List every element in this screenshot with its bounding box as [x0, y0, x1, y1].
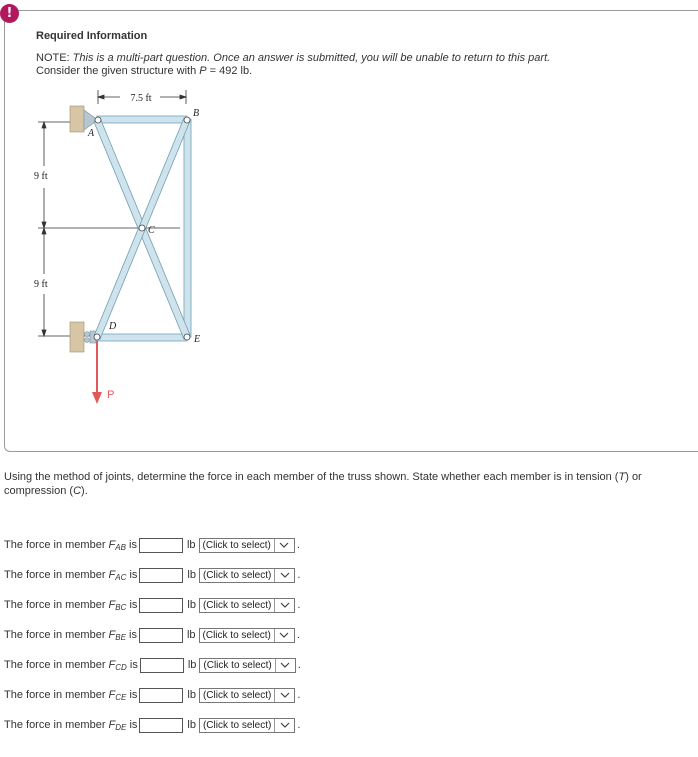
alert-icon: !: [0, 4, 19, 23]
select-value: (Click to select): [202, 689, 272, 701]
joint-e: [184, 334, 190, 340]
dim-upper-label: 9 ft: [34, 171, 48, 182]
member-subscript: CE: [115, 692, 127, 702]
force-input-be[interactable]: [139, 628, 183, 643]
tension-compression-select-be[interactable]: [199, 628, 295, 643]
consider-text: [36, 65, 252, 77]
question-mid: ) or compression (: [4, 471, 642, 497]
question-end: ).: [81, 485, 88, 497]
select-value: (Click to select): [202, 539, 271, 551]
answer-prefix: The force in member: [4, 598, 109, 611]
chevron-down-icon[interactable]: [274, 569, 294, 582]
member-subscript: DE: [115, 722, 127, 732]
force-symbol: F: [108, 718, 116, 731]
answer-label: [4, 659, 138, 672]
answer-prefix: The force in member: [4, 658, 109, 671]
answer-label: [4, 689, 137, 702]
unit-label: lb: [187, 599, 196, 611]
truss-figure: [30, 88, 220, 406]
member-subscript: AC: [115, 572, 127, 582]
trailing-period: .: [297, 599, 301, 611]
chevron-down-icon[interactable]: [275, 659, 295, 672]
force-input-cd[interactable]: [140, 658, 184, 673]
select-value: (Click to select): [202, 719, 272, 731]
member-subscript: BC: [115, 602, 127, 612]
force-symbol: F: [108, 538, 116, 551]
answer-suffix: is: [126, 658, 138, 671]
support-bottom: [70, 322, 84, 352]
tension-compression-select-ac[interactable]: [199, 568, 295, 583]
trailing-period: .: [297, 569, 301, 581]
joint-c: [139, 225, 145, 231]
answer-suffix: is: [125, 538, 137, 551]
consider-value: = 492 lb.: [206, 65, 253, 77]
dim-top-label: 7.5 ft: [130, 93, 152, 104]
chevron-down-icon[interactable]: [274, 719, 294, 732]
select-value: (Click to select): [202, 569, 272, 581]
unit-label: lb: [187, 689, 196, 701]
force-symbol: F: [108, 598, 116, 611]
dim-lower-label: 9 ft: [34, 279, 48, 290]
answer-label: [4, 539, 137, 552]
force-input-ab[interactable]: [139, 538, 183, 553]
tension-compression-select-ce[interactable]: [199, 688, 295, 703]
answer-row-ab: [4, 537, 300, 553]
label-p: P: [107, 389, 115, 401]
answer-row-de: [4, 717, 300, 733]
force-symbol: F: [108, 688, 116, 701]
question-text: [4, 470, 694, 498]
note-prefix: NOTE:: [36, 52, 73, 64]
load-arrow: [92, 341, 102, 404]
unit-label: lb: [186, 539, 196, 551]
force-input-de[interactable]: [139, 718, 183, 733]
consider-prefix: Consider the given structure with: [36, 65, 200, 77]
compression-symbol: C: [73, 485, 82, 497]
member-subscript: AB: [115, 542, 126, 552]
member-de: [96, 334, 187, 341]
unit-label: lb: [187, 569, 196, 581]
joint-a: [95, 117, 101, 123]
answer-row-be: [4, 627, 300, 643]
unit-label: lb: [187, 719, 196, 731]
answer-row-cd: [4, 657, 301, 673]
chevron-down-icon[interactable]: [274, 599, 294, 612]
force-symbol: F: [108, 628, 116, 641]
trailing-period: .: [296, 539, 300, 551]
answer-suffix: is: [126, 568, 138, 581]
answer-suffix: is: [126, 688, 138, 701]
member-ab: [97, 116, 187, 123]
label-d: D: [109, 321, 117, 332]
member-subscript: CD: [115, 662, 127, 672]
label-a: A: [88, 128, 95, 139]
force-symbol: F: [108, 658, 116, 671]
question-main: Using the method of joints, determine the force in each member of the truss shown. State whether each member is in tension (: [4, 471, 619, 483]
tension-compression-select-cd[interactable]: [199, 658, 295, 673]
unit-label: lb: [187, 659, 197, 671]
answer-label: [4, 719, 137, 732]
answer-label: [4, 569, 137, 582]
chevron-down-icon[interactable]: [274, 629, 294, 642]
select-value: (Click to select): [203, 659, 272, 671]
member-be: [184, 119, 191, 337]
answer-prefix: The force in member: [4, 688, 109, 701]
answer-row-ac: [4, 567, 300, 583]
note-body: This is a multi-part question. Once an answer is submitted, you will be unable to return to this part.: [72, 52, 551, 64]
trailing-period: .: [296, 629, 300, 641]
unit-label: lb: [186, 629, 196, 641]
trailing-period: .: [297, 689, 301, 701]
force-input-ac[interactable]: [139, 568, 183, 583]
tension-symbol: T: [618, 471, 626, 483]
answer-prefix: The force in member: [4, 538, 109, 551]
answer-label: [4, 599, 137, 612]
note-text: [36, 52, 550, 64]
support-top: [70, 106, 84, 132]
force-input-ce[interactable]: [139, 688, 183, 703]
tension-compression-select-bc[interactable]: [199, 598, 295, 613]
answer-suffix: is: [126, 718, 138, 731]
trailing-period: .: [297, 719, 301, 731]
select-value: (Click to select): [202, 629, 271, 641]
label-c: C: [148, 225, 155, 236]
consider-var: P: [199, 65, 207, 77]
answer-prefix: The force in member: [4, 568, 109, 581]
force-input-bc[interactable]: [139, 598, 183, 613]
tension-compression-select-de[interactable]: [199, 718, 295, 733]
trailing-period: .: [297, 659, 301, 671]
chevron-down-icon[interactable]: [274, 539, 294, 552]
answer-prefix: The force in member: [4, 718, 109, 731]
answer-row-bc: [4, 597, 300, 613]
joint-b: [184, 117, 190, 123]
force-symbol: F: [108, 568, 116, 581]
answer-suffix: is: [125, 628, 137, 641]
label-b: B: [193, 108, 200, 119]
member-subscript: BE: [115, 632, 126, 642]
select-value: (Click to select): [202, 599, 272, 611]
answer-label: [4, 629, 137, 642]
chevron-down-icon[interactable]: [274, 689, 294, 702]
answer-prefix: The force in member: [4, 628, 109, 641]
joint-d: [94, 334, 100, 340]
required-info-title: Required Information: [36, 30, 148, 42]
label-e: E: [194, 334, 201, 345]
answer-row-ce: [4, 687, 300, 703]
tension-compression-select-ab[interactable]: [199, 538, 295, 553]
answer-suffix: is: [126, 598, 138, 611]
